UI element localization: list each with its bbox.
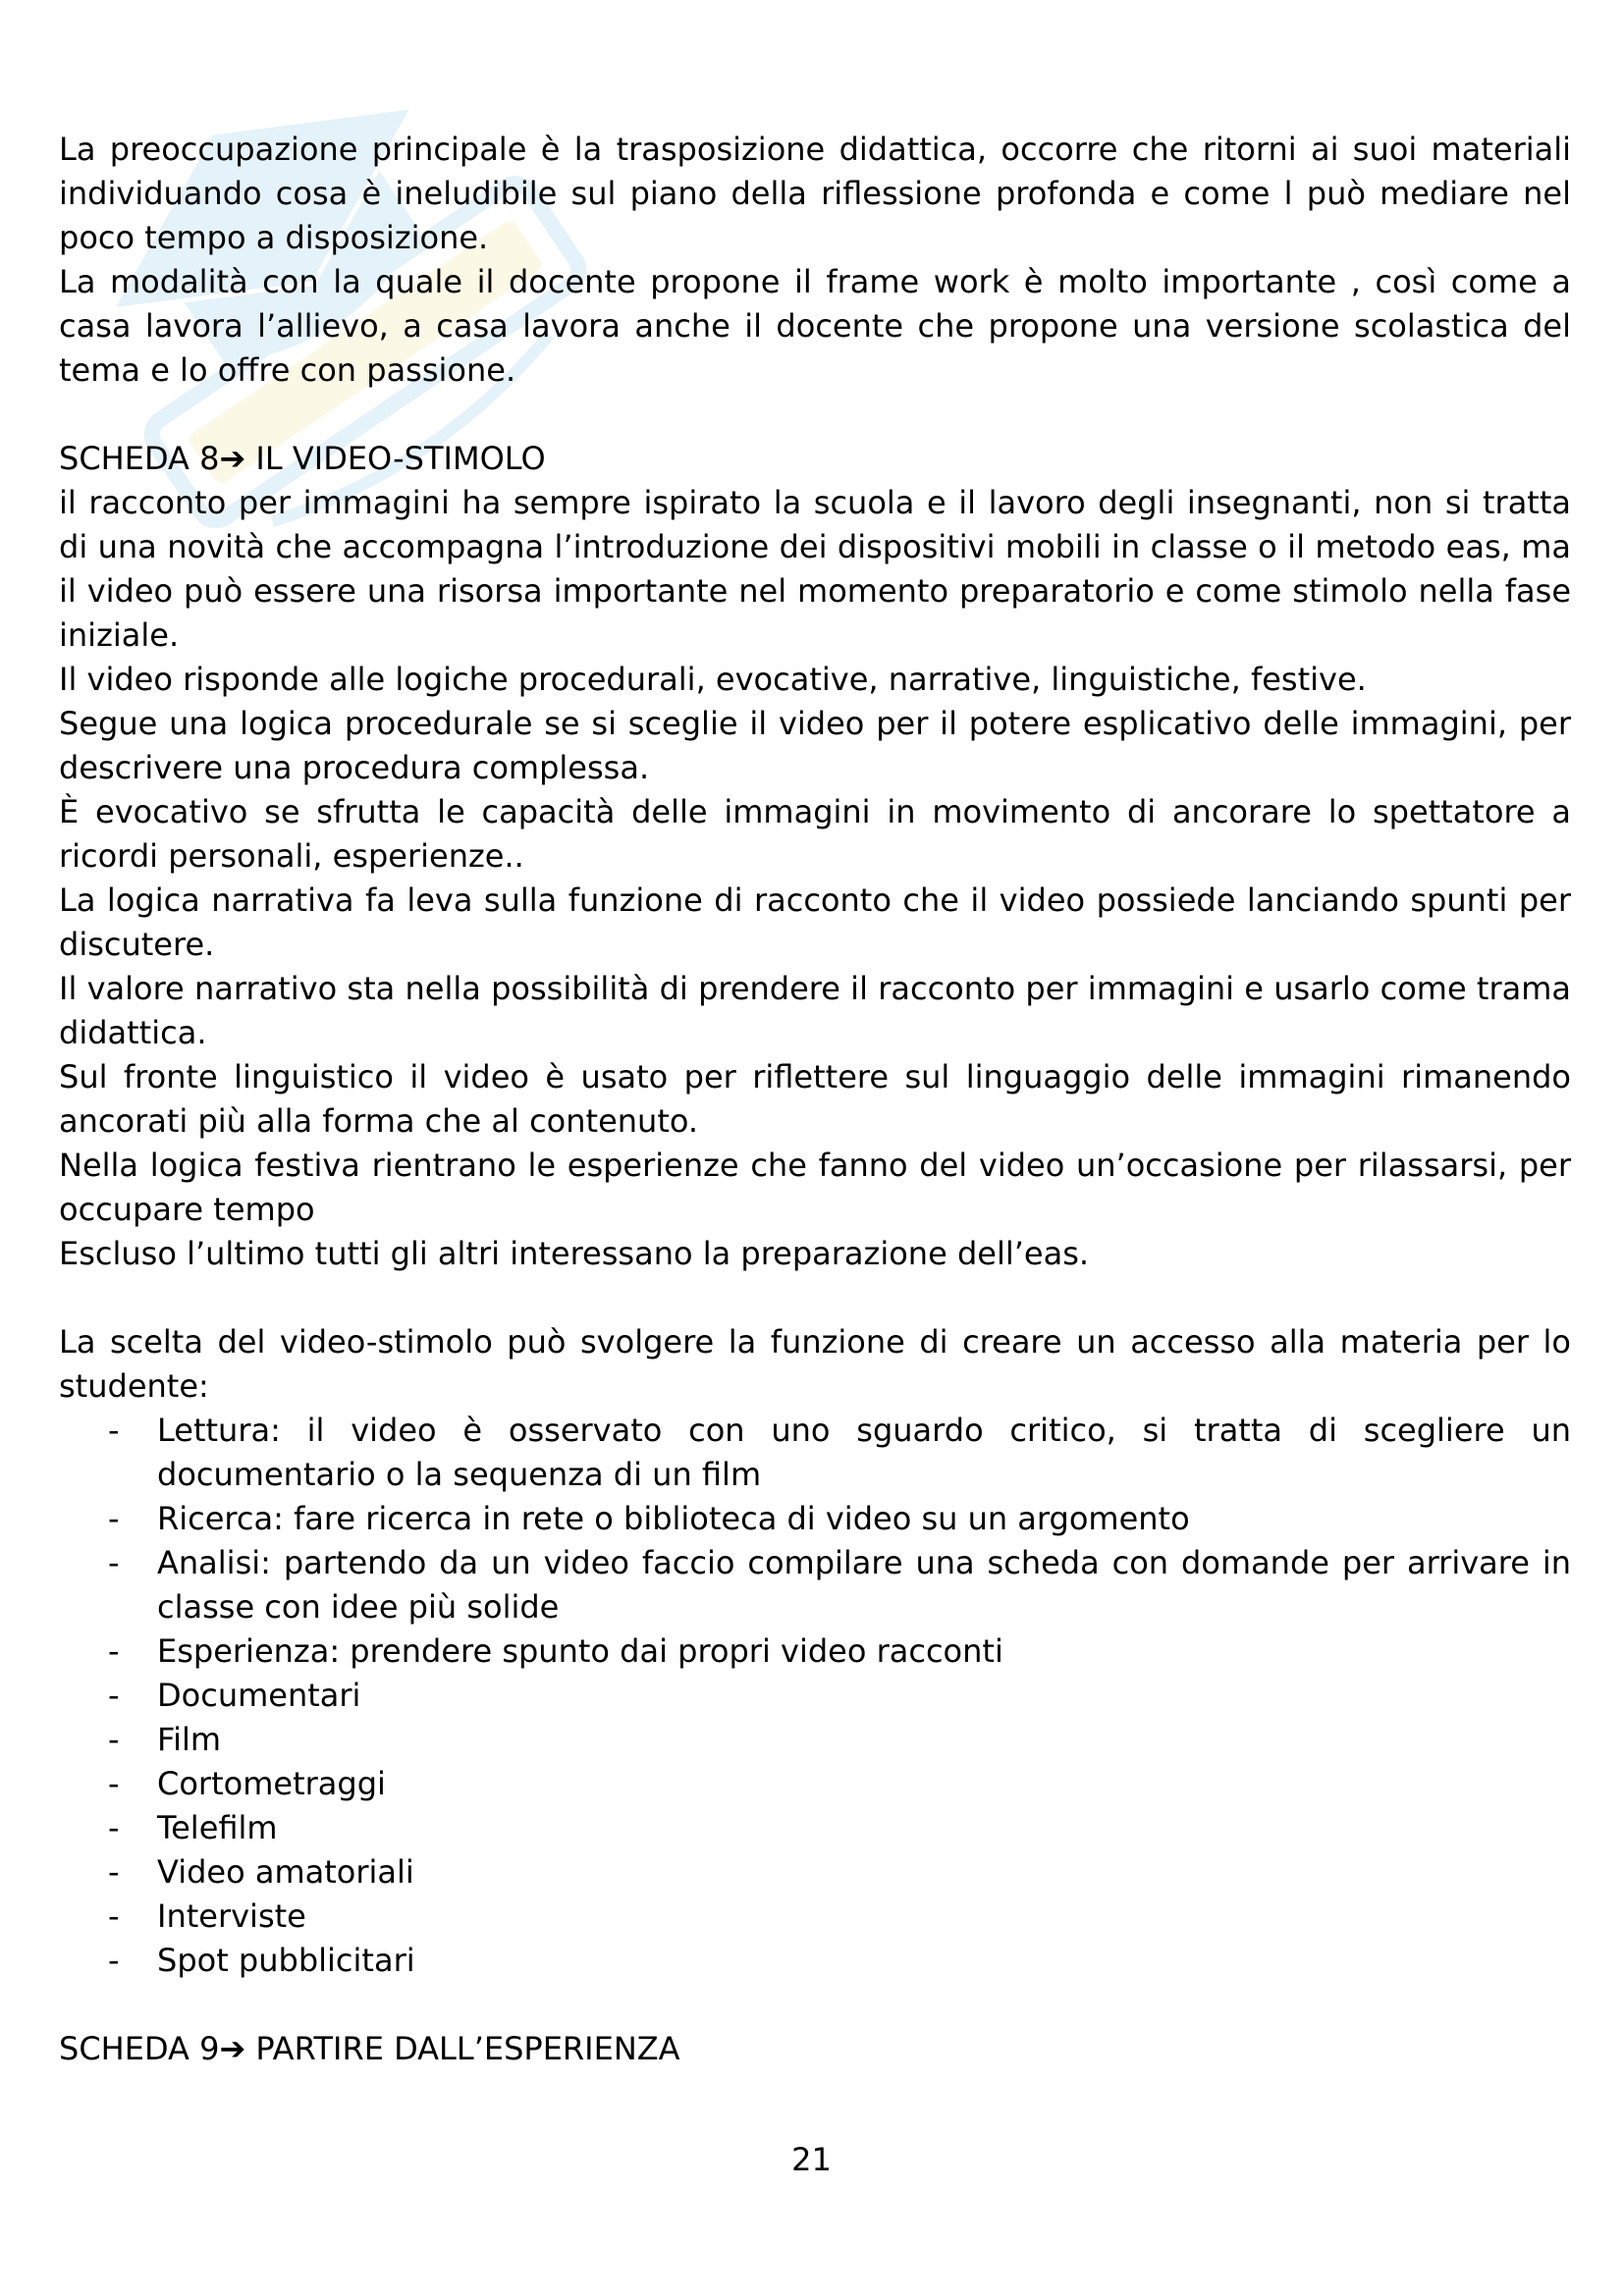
list-marker: -: [108, 1500, 120, 1537]
list-item: - Spot pubblicitari: [59, 1939, 1571, 1983]
paragraph: La modalità con la quale il docente propone il frame work è molto importante , così come a casa lavora l’allievo, a casa lavora anche il docente che propone una versione scolastica del tema e lo offre con passione.: [59, 263, 1571, 389]
paragraph: il racconto per immagini ha sempre ispirato la scuola e il lavoro degli insegnanti, non si tratta di una novità che accompagna l’introduzione dei dispositivi mobili in classe o il metodo eas, ma il video può essere una risorsa importante nel momento preparatorio e come stimolo nella fase iniziale.: [59, 484, 1571, 654]
page-number: 21: [791, 2141, 832, 2178]
list-marker: -: [108, 1544, 120, 1581]
list-marker: -: [108, 1853, 120, 1891]
list-item: - Film: [59, 1718, 1571, 1762]
list-marker: -: [108, 1632, 120, 1670]
paragraph: La logica narrativa fa leva sulla funzione di racconto che il video possiede lanciando spunti per discutere.: [59, 881, 1571, 963]
list-marker: -: [108, 1942, 120, 1979]
list-marker: -: [108, 1721, 120, 1758]
list-item: - Interviste: [59, 1895, 1571, 1939]
paragraph: Escluso l’ultimo tutti gli altri interessano la preparazione dell’eas.: [59, 1235, 1090, 1272]
list-item: - Ricerca: fare ricerca in rete o biblioteca di video su un argomento: [59, 1497, 1571, 1541]
list-item: - Esperienza: prendere spunto dai propri video racconti: [59, 1629, 1571, 1674]
list-item: - Analisi: partendo da un video faccio compilare una scheda con domande per arrivare in classe con idee più solide: [59, 1541, 1571, 1629]
section-heading-scheda-8: SCHEDA 8➔ IL VIDEO-STIMOLO: [59, 440, 546, 477]
list-item: - Video amatoriali: [59, 1850, 1571, 1895]
paragraph: Segue una logica procedurale se si sceglie il video per il potere esplicativo delle immagini, per descrivere una procedura complessa.: [59, 705, 1571, 786]
list-marker: -: [108, 1765, 120, 1802]
paragraph: Il video risponde alle logiche procedurali, evocative, narrative, linguistiche, festive.: [59, 661, 1367, 698]
list-marker: -: [108, 1677, 120, 1714]
page-body: [59, 128, 1571, 2071]
dash-list: [59, 1409, 1571, 1983]
section-heading-scheda-9: SCHEDA 9➔ PARTIRE DALL’ESPERIENZA: [59, 2030, 680, 2067]
paragraph: Nella logica festiva rientrano le esperienze che fanno del video un’occasione per rilassarsi, per occupare tempo: [59, 1147, 1571, 1228]
list-item: - Lettura: il video è osservato con uno sguardo critico, si tratta di scegliere un documentario o la sequenza di un film: [59, 1409, 1571, 1497]
paragraph: La preoccupazione principale è la trasposizione didattica, occorre che ritorni ai suoi materiali individuando cosa è ineludibile sul piano della riflessione profonda e come l può mediare nel poco tempo a disposizione.: [59, 131, 1571, 256]
list-marker: -: [108, 1412, 120, 1449]
list-item: - Cortometraggi: [59, 1762, 1571, 1806]
list-marker: -: [108, 1809, 120, 1846]
list-marker: -: [108, 1897, 120, 1935]
list-item: - Telefilm: [59, 1806, 1571, 1850]
paragraph: È evocativo se sfrutta le capacità delle immagini in movimento di ancorare lo spettatore a ricordi personali, esperienze..: [59, 793, 1571, 875]
list-intro: La scelta del video-stimolo può svolgere la funzione di creare un accesso alla materia per lo studente:: [59, 1323, 1571, 1405]
paragraph: Il valore narrativo sta nella possibilità di prendere il racconto per immagini e usarlo come trama didattica.: [59, 970, 1571, 1051]
paragraph: Sul fronte linguistico il video è usato per riflettere sul linguaggio delle immagini rimanendo ancorati più alla forma che al contenuto.: [59, 1058, 1571, 1140]
list-item: - Documentari: [59, 1674, 1571, 1718]
